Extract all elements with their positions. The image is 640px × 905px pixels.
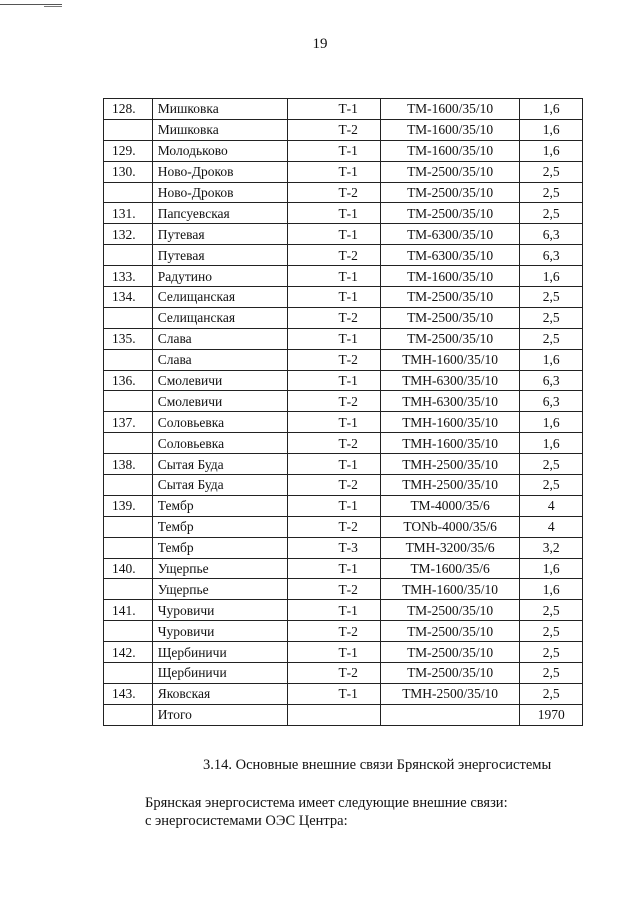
power-cell: 1,6 xyxy=(520,266,583,287)
transformer-cell xyxy=(288,704,380,725)
power-cell: 6,3 xyxy=(520,224,583,245)
transformer-cell: Т-2 xyxy=(288,475,380,496)
transformer-cell: Т-3 xyxy=(288,537,380,558)
transformer-cell: Т-1 xyxy=(288,370,380,391)
table-row xyxy=(104,412,583,433)
row-number-cell: 143. xyxy=(104,683,153,704)
row-number-cell: 134. xyxy=(104,287,153,308)
table-row xyxy=(104,558,583,579)
transformer-cell: Т-1 xyxy=(288,224,380,245)
transformer-cell: Т-2 xyxy=(288,391,380,412)
power-cell: 2,5 xyxy=(520,663,583,684)
substation-name-cell: Тембр xyxy=(152,537,288,558)
table-row xyxy=(104,287,583,308)
substation-name-cell: Чуровичи xyxy=(152,621,288,642)
table-row xyxy=(104,119,583,140)
power-cell: 2,5 xyxy=(520,454,583,475)
substation-name-cell: Щербиничи xyxy=(152,663,288,684)
substation-name-cell: Селищанская xyxy=(152,287,288,308)
power-cell: 1,6 xyxy=(520,349,583,370)
row-number-cell: 139. xyxy=(104,495,153,516)
row-number-cell: 142. xyxy=(104,642,153,663)
substation-name-cell: Ущерпье xyxy=(152,558,288,579)
transformer-cell: Т-2 xyxy=(288,182,380,203)
row-number-cell: 135. xyxy=(104,328,153,349)
table-row xyxy=(104,475,583,496)
table-row xyxy=(104,433,583,454)
power-cell: 2,5 xyxy=(520,642,583,663)
table-row xyxy=(104,307,583,328)
table-row xyxy=(104,99,583,120)
substation-name-cell: Итого xyxy=(152,704,288,725)
row-number-cell: 138. xyxy=(104,454,153,475)
transformer-type-cell: ТМ-2500/35/10 xyxy=(380,328,519,349)
transformer-type-cell: ТМН-6300/35/10 xyxy=(380,391,519,412)
substation-name-cell: Ново-Дроков xyxy=(152,182,288,203)
transformer-type-cell: ТМ-1600/35/10 xyxy=(380,266,519,287)
transformer-cell: Т-2 xyxy=(288,516,380,537)
substation-name-cell: Молодьково xyxy=(152,140,288,161)
transformer-cell: Т-1 xyxy=(288,454,380,475)
power-cell: 2,5 xyxy=(520,621,583,642)
transformer-type-cell: ТМН-2500/35/10 xyxy=(380,683,519,704)
transformer-cell: Т-1 xyxy=(288,99,380,120)
transformer-cell: Т-2 xyxy=(288,349,380,370)
transformer-type-cell: ТМ-4000/35/6 xyxy=(380,495,519,516)
table-row xyxy=(104,621,583,642)
table-row xyxy=(104,182,583,203)
substation-name-cell: Путевая xyxy=(152,224,288,245)
transformer-cell: Т-1 xyxy=(288,266,380,287)
transformer-type-cell: ТМ-2500/35/10 xyxy=(380,600,519,621)
top-rule xyxy=(0,4,62,5)
transformer-type-cell: ТМН-6300/35/10 xyxy=(380,370,519,391)
power-cell: 2,5 xyxy=(520,161,583,182)
row-number-cell: 133. xyxy=(104,266,153,287)
transformer-cell: Т-2 xyxy=(288,663,380,684)
substation-name-cell: Слава xyxy=(152,328,288,349)
transformer-type-cell: ТМН-1600/35/10 xyxy=(380,349,519,370)
substation-name-cell: Щербиничи xyxy=(152,642,288,663)
substation-name-cell: Соловьевка xyxy=(152,412,288,433)
substation-name-cell: Тембр xyxy=(152,516,288,537)
row-number-cell: 131. xyxy=(104,203,153,224)
power-cell: 1970 xyxy=(520,704,583,725)
row-number-cell xyxy=(104,579,153,600)
table-row xyxy=(104,495,583,516)
table-row xyxy=(104,161,583,182)
section-heading: 3.14. Основные внешние связи Брянской энергосистемы xyxy=(203,757,552,773)
row-number-cell xyxy=(104,621,153,642)
substation-table xyxy=(103,98,583,726)
substation-name-cell: Ущерпье xyxy=(152,579,288,600)
power-cell: 2,5 xyxy=(520,683,583,704)
row-number-cell xyxy=(104,704,153,725)
power-cell: 1,6 xyxy=(520,119,583,140)
power-cell: 6,3 xyxy=(520,370,583,391)
transformer-cell: Т-1 xyxy=(288,203,380,224)
transformer-cell: Т-2 xyxy=(288,621,380,642)
table-row xyxy=(104,454,583,475)
power-cell: 1,6 xyxy=(520,558,583,579)
page-number: 19 xyxy=(312,36,328,52)
transformer-cell: Т-2 xyxy=(288,119,380,140)
power-cell: 1,6 xyxy=(520,579,583,600)
transformer-cell: Т-1 xyxy=(288,161,380,182)
table-row xyxy=(104,224,583,245)
power-cell: 2,5 xyxy=(520,287,583,308)
transformer-type-cell: ТМ-1600/35/10 xyxy=(380,99,519,120)
transformer-cell: Т-1 xyxy=(288,495,380,516)
table-row xyxy=(104,579,583,600)
row-number-cell: 128. xyxy=(104,99,153,120)
transformer-type-cell: ТМ-1600/35/10 xyxy=(380,119,519,140)
table-row xyxy=(104,683,583,704)
substation-name-cell: Чуровичи xyxy=(152,600,288,621)
transformer-type-cell: ТМ-2500/35/10 xyxy=(380,161,519,182)
table-row xyxy=(104,245,583,266)
power-cell: 2,5 xyxy=(520,182,583,203)
row-number-cell xyxy=(104,119,153,140)
substation-name-cell: Сытая Буда xyxy=(152,475,288,496)
transformer-cell: Т-1 xyxy=(288,412,380,433)
top-rule-short xyxy=(44,6,62,7)
substation-name-cell: Тембр xyxy=(152,495,288,516)
row-number-cell xyxy=(104,537,153,558)
transformer-type-cell: TONb-4000/35/6 xyxy=(380,516,519,537)
table-row xyxy=(104,140,583,161)
row-number-cell xyxy=(104,391,153,412)
table-row xyxy=(104,600,583,621)
substation-name-cell: Ново-Дроков xyxy=(152,161,288,182)
row-number-cell xyxy=(104,433,153,454)
transformer-type-cell: ТМН-1600/35/10 xyxy=(380,579,519,600)
transformer-cell: Т-2 xyxy=(288,433,380,454)
row-number-cell: 137. xyxy=(104,412,153,433)
row-number-cell xyxy=(104,349,153,370)
transformer-cell: Т-1 xyxy=(288,328,380,349)
transformer-type-cell: ТМ-6300/35/10 xyxy=(380,245,519,266)
transformer-cell: Т-1 xyxy=(288,140,380,161)
transformer-type-cell: ТМ-6300/35/10 xyxy=(380,224,519,245)
transformer-type-cell: ТМ-2500/35/10 xyxy=(380,642,519,663)
substation-name-cell: Слава xyxy=(152,349,288,370)
row-number-cell xyxy=(104,663,153,684)
table-row xyxy=(104,328,583,349)
table-row xyxy=(104,704,583,725)
transformer-type-cell: ТМ-1600/35/10 xyxy=(380,140,519,161)
power-cell: 4 xyxy=(520,495,583,516)
transformer-cell: Т-2 xyxy=(288,307,380,328)
transformer-type-cell: ТМ-2500/35/10 xyxy=(380,663,519,684)
row-number-cell xyxy=(104,475,153,496)
table-row xyxy=(104,266,583,287)
row-number-cell: 136. xyxy=(104,370,153,391)
paragraph-line: Брянская энергосистема имеет следующие внешние связи: xyxy=(145,795,508,811)
transformer-cell: Т-1 xyxy=(288,558,380,579)
substation-name-cell: Мишковка xyxy=(152,99,288,120)
row-number-cell: 129. xyxy=(104,140,153,161)
row-number-cell: 140. xyxy=(104,558,153,579)
power-cell: 2,5 xyxy=(520,203,583,224)
paragraph-line: с энергосистемами ОЭС Центра: xyxy=(145,813,348,829)
power-cell: 2,5 xyxy=(520,307,583,328)
row-number-cell: 130. xyxy=(104,161,153,182)
substation-name-cell: Соловьевка xyxy=(152,433,288,454)
substation-name-cell: Селищанская xyxy=(152,307,288,328)
row-number-cell xyxy=(104,516,153,537)
power-cell: 2,5 xyxy=(520,328,583,349)
transformer-type-cell xyxy=(380,704,519,725)
transformer-type-cell: ТМ-2500/35/10 xyxy=(380,287,519,308)
transformer-cell: Т-1 xyxy=(288,600,380,621)
substation-name-cell: Папсуевская xyxy=(152,203,288,224)
transformer-type-cell: ТМН-3200/35/6 xyxy=(380,537,519,558)
table-row xyxy=(104,391,583,412)
row-number-cell: 132. xyxy=(104,224,153,245)
transformer-type-cell: ТМ-2500/35/10 xyxy=(380,621,519,642)
substation-name-cell: Смолевичи xyxy=(152,370,288,391)
transformer-cell: Т-2 xyxy=(288,245,380,266)
table-row xyxy=(104,516,583,537)
table-row xyxy=(104,537,583,558)
power-cell: 2,5 xyxy=(520,600,583,621)
power-cell: 1,6 xyxy=(520,412,583,433)
substation-name-cell: Радутино xyxy=(152,266,288,287)
substation-name-cell: Яковская xyxy=(152,683,288,704)
substation-name-cell: Сытая Буда xyxy=(152,454,288,475)
row-number-cell xyxy=(104,307,153,328)
transformer-cell: Т-1 xyxy=(288,642,380,663)
power-cell: 2,5 xyxy=(520,475,583,496)
transformer-type-cell: ТМ-2500/35/10 xyxy=(380,307,519,328)
transformer-type-cell: ТМН-2500/35/10 xyxy=(380,475,519,496)
transformer-type-cell: ТМН-1600/35/10 xyxy=(380,433,519,454)
table-row xyxy=(104,663,583,684)
power-cell: 1,6 xyxy=(520,140,583,161)
row-number-cell: 141. xyxy=(104,600,153,621)
substation-name-cell: Путевая xyxy=(152,245,288,266)
power-cell: 1,6 xyxy=(520,99,583,120)
table-row xyxy=(104,349,583,370)
power-cell: 4 xyxy=(520,516,583,537)
row-number-cell xyxy=(104,182,153,203)
power-cell: 6,3 xyxy=(520,245,583,266)
transformer-cell: Т-1 xyxy=(288,683,380,704)
power-cell: 1,6 xyxy=(520,433,583,454)
transformer-type-cell: ТМН-1600/35/10 xyxy=(380,412,519,433)
row-number-cell xyxy=(104,245,153,266)
transformer-cell: Т-1 xyxy=(288,287,380,308)
table-row xyxy=(104,203,583,224)
substation-name-cell: Мишковка xyxy=(152,119,288,140)
table-body xyxy=(104,99,583,726)
power-cell: 3,2 xyxy=(520,537,583,558)
table-row xyxy=(104,642,583,663)
transformer-type-cell: ТМ-2500/35/10 xyxy=(380,203,519,224)
table-row xyxy=(104,370,583,391)
power-cell: 6,3 xyxy=(520,391,583,412)
transformer-type-cell: ТМ-2500/35/10 xyxy=(380,182,519,203)
transformer-cell: Т-2 xyxy=(288,579,380,600)
substation-name-cell: Смолевичи xyxy=(152,391,288,412)
transformer-type-cell: ТМ-1600/35/6 xyxy=(380,558,519,579)
transformer-type-cell: ТМН-2500/35/10 xyxy=(380,454,519,475)
